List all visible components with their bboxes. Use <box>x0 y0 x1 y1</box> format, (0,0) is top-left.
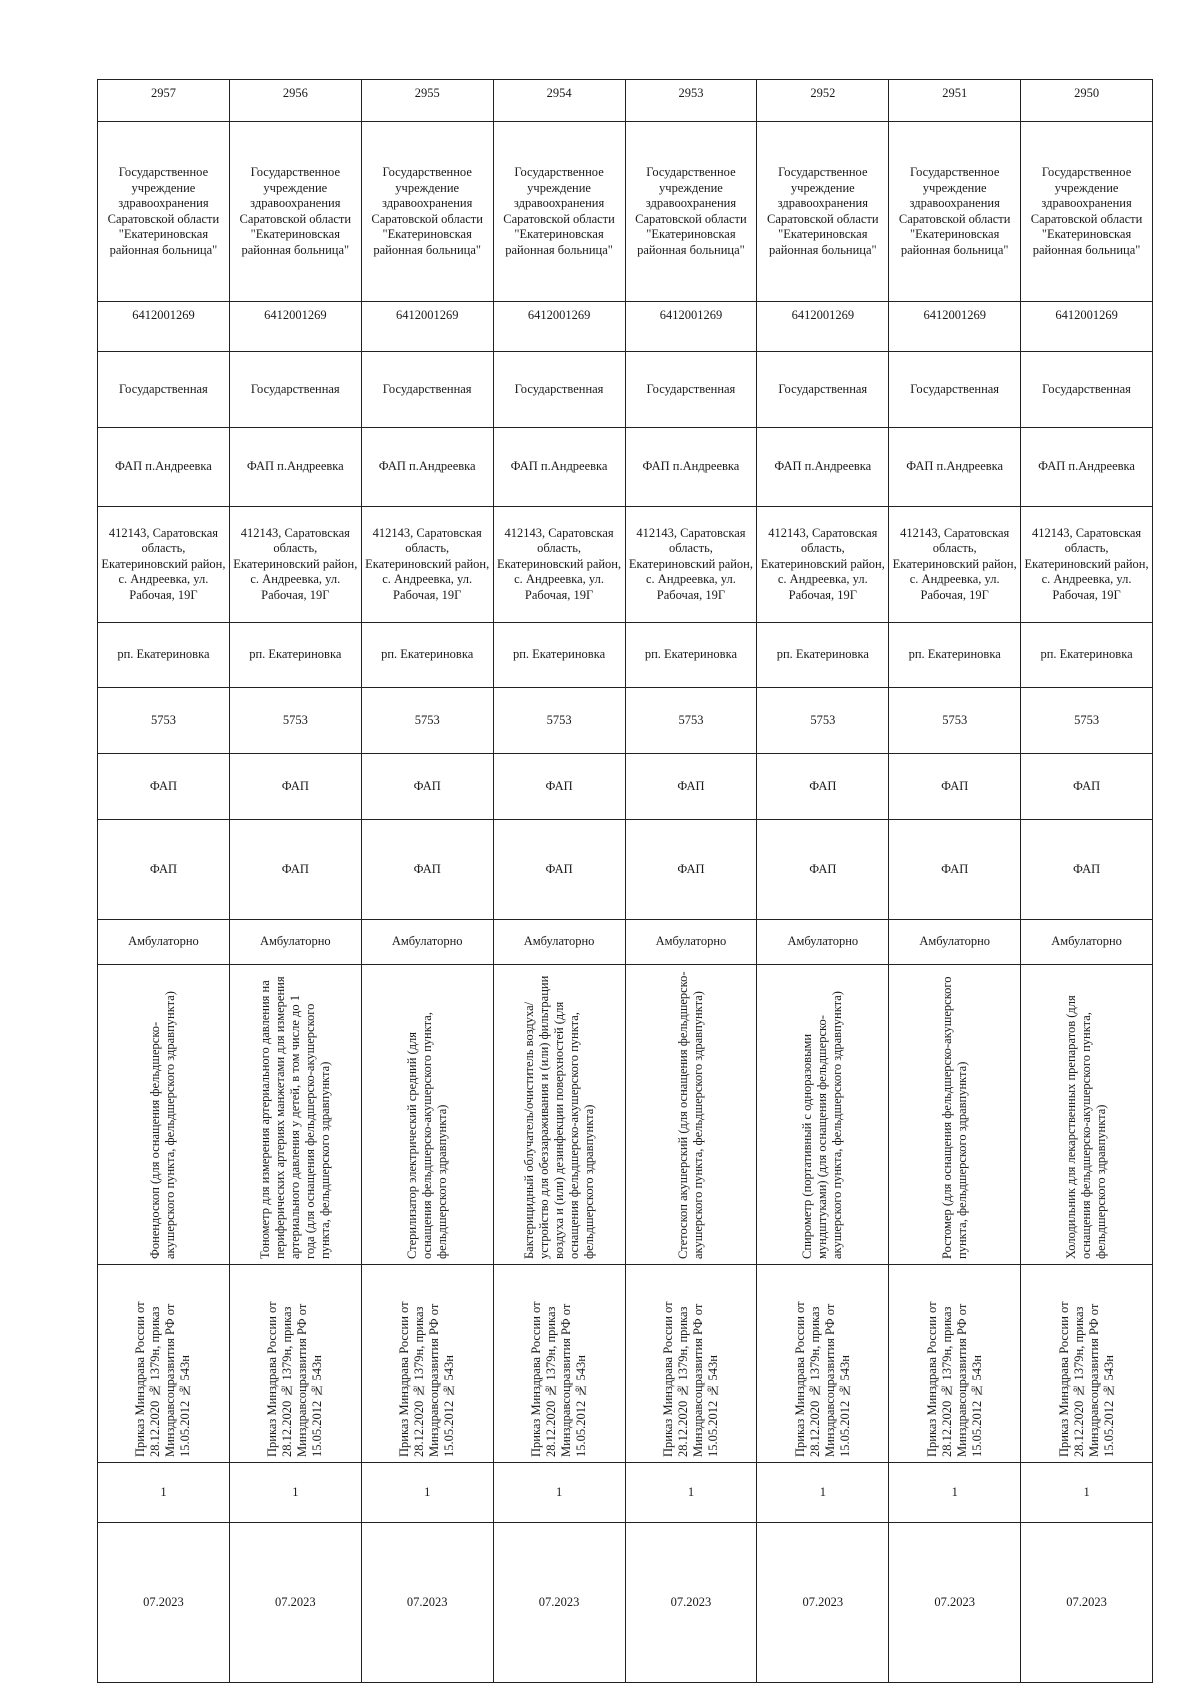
code-cell: 5753 <box>493 688 625 754</box>
locality-row <box>98 623 1153 688</box>
unit-cell: ФАП п.Андреевка <box>493 428 625 507</box>
locality-cell: рп. Екатериновка <box>98 623 230 688</box>
regulation-cell-text: Приказ Минздрава России от 28.12.2020 № 1379н, приказ Минздравсоцразвития РФ от 15.05.2012 № 543н <box>397 1300 457 1457</box>
care-form-cell: Амбулаторно <box>361 920 493 965</box>
date-cell: 07.2023 <box>98 1523 230 1683</box>
record-number-cell: 2952 <box>757 80 889 122</box>
inn-cell: 6412001269 <box>229 302 361 352</box>
date-cell: 07.2023 <box>229 1523 361 1683</box>
facility-subtype-cell: ФАП <box>98 820 230 920</box>
facility-type-cell: ФАП <box>493 754 625 820</box>
regulation-cell-text: Приказ Минздрава России от 28.12.2020 № 1379н, приказ Минздравсоцразвития РФ от 15.05.2012 № 543н <box>529 1300 589 1457</box>
order-row <box>98 1265 1153 1463</box>
equipment-row <box>98 965 1153 1265</box>
equipment-cell-text: Холодильник для лекарственных препаратов (для оснащения фельдшерско-акушерского пункта, фельдшерского здравпункта) <box>1064 994 1109 1259</box>
organization-cell: Государственное учреждение здравоохранения Саратовской области "Екатериновская районная больница" <box>361 122 493 302</box>
facility-subtype-cell: ФАП <box>361 820 493 920</box>
code-cell: 5753 <box>625 688 757 754</box>
locality-cell: рп. Екатериновка <box>889 623 1021 688</box>
care-row <box>98 920 1153 965</box>
unit-cell: ФАП п.Андреевка <box>361 428 493 507</box>
date-cell: 07.2023 <box>493 1523 625 1683</box>
quantity-cell: 1 <box>1021 1463 1153 1523</box>
quantity-cell: 1 <box>493 1463 625 1523</box>
number-row <box>98 80 1153 122</box>
regulation-cell-text: Приказ Минздрава России от 28.12.2020 № 1379н, приказ Минздравсоцразвития РФ от 15.05.2012 № 543н <box>1056 1300 1116 1457</box>
regulation-cell <box>229 1265 361 1463</box>
equipment-cell-text: Ростомер (для оснащения фельдшерско-акушерского пункта, фельдшерского здравпункта) <box>939 976 969 1259</box>
address-cell: 412143, Саратовская область, Екатериновский район, с. Андреевка, ул. Рабочая, 19Г <box>361 507 493 623</box>
locality-cell: рп. Екатериновка <box>493 623 625 688</box>
inn-cell: 6412001269 <box>889 302 1021 352</box>
quantity-row <box>98 1463 1153 1523</box>
date-cell: 07.2023 <box>625 1523 757 1683</box>
type1-row <box>98 754 1153 820</box>
quantity-cell: 1 <box>98 1463 230 1523</box>
care-form-cell: Амбулаторно <box>229 920 361 965</box>
regulation-cell-text: Приказ Минздрава России от 28.12.2020 № 1379н, приказ Минздравсоцразвития РФ от 15.05.2012 № 543н <box>265 1300 325 1457</box>
ownership-cell: Государственная <box>757 352 889 428</box>
record-number-cell: 2955 <box>361 80 493 122</box>
equipment-cell-text: Тонометр для измерения артериального давления на периферических артериях манжетами для измерения артериального давления у детей, в том числе до 1 года (для оснащения фельдшерско-акушерского пункта, фельдшерского здравпункта) <box>257 975 332 1259</box>
unit-cell: ФАП п.Андреевка <box>229 428 361 507</box>
address-cell: 412143, Саратовская область, Екатериновский район, с. Андреевка, ул. Рабочая, 19Г <box>889 507 1021 623</box>
unit-row <box>98 428 1153 507</box>
facility-type-cell: ФАП <box>1021 754 1153 820</box>
equipment-cell <box>361 965 493 1265</box>
record-number-cell: 2956 <box>229 80 361 122</box>
equipment-cell <box>757 965 889 1265</box>
equipment-cell-text: Спирометр (портативный с одноразовыми мундштуками) (для оснащения фельдшерско-акушерского пункта, фельдшерского здравпункта) <box>800 990 845 1259</box>
record-number-cell: 2951 <box>889 80 1021 122</box>
organization-cell: Государственное учреждение здравоохранения Саратовской области "Екатериновская районная больница" <box>889 122 1021 302</box>
equipment-cell-text: Фонендоскоп (для оснащения фельдшерско-акушерского пункта, фельдшерского здравпункта) <box>148 990 178 1259</box>
unit-cell: ФАП п.Андреевка <box>889 428 1021 507</box>
code-cell: 5753 <box>1021 688 1153 754</box>
facility-subtype-cell: ФАП <box>493 820 625 920</box>
care-form-cell: Амбулаторно <box>98 920 230 965</box>
facility-type-cell: ФАП <box>625 754 757 820</box>
organization-cell: Государственное учреждение здравоохранения Саратовской области "Екатериновская районная больница" <box>757 122 889 302</box>
care-form-cell: Амбулаторно <box>1021 920 1153 965</box>
equipment-cell <box>625 965 757 1265</box>
quantity-cell: 1 <box>229 1463 361 1523</box>
address-cell: 412143, Саратовская область, Екатериновский район, с. Андреевка, ул. Рабочая, 19Г <box>493 507 625 623</box>
inn-cell: 6412001269 <box>757 302 889 352</box>
date-cell: 07.2023 <box>1021 1523 1153 1683</box>
regulation-cell <box>757 1265 889 1463</box>
date-cell: 07.2023 <box>361 1523 493 1683</box>
code-row <box>98 688 1153 754</box>
type2-row <box>98 820 1153 920</box>
organization-cell: Государственное учреждение здравоохранения Саратовской области "Екатериновская районная больница" <box>1021 122 1153 302</box>
facility-subtype-cell: ФАП <box>1021 820 1153 920</box>
date-cell: 07.2023 <box>757 1523 889 1683</box>
code-cell: 5753 <box>361 688 493 754</box>
facility-type-cell: ФАП <box>889 754 1021 820</box>
ownership-cell: Государственная <box>229 352 361 428</box>
equipment-cell-text: Стерилизатор электрический средний (для оснащения фельдшерско-акушерского пункта, фельдшерского здравпункта) <box>404 1011 449 1259</box>
code-cell: 5753 <box>757 688 889 754</box>
locality-cell: рп. Екатериновка <box>229 623 361 688</box>
unit-cell: ФАП п.Андреевка <box>98 428 230 507</box>
facility-type-cell: ФАП <box>361 754 493 820</box>
quantity-cell: 1 <box>889 1463 1021 1523</box>
code-cell: 5753 <box>889 688 1021 754</box>
record-number-cell: 2957 <box>98 80 230 122</box>
organization-cell: Государственное учреждение здравоохранения Саратовской области "Екатериновская районная больница" <box>493 122 625 302</box>
inn-cell: 6412001269 <box>493 302 625 352</box>
organization-cell: Государственное учреждение здравоохранения Саратовской области "Екатериновская районная больница" <box>98 122 230 302</box>
ownership-cell: Государственная <box>493 352 625 428</box>
equipment-cell-text: Стетоскоп акушерский (для оснащения фельдшерско-акушерского пункта, фельдшерского здравпункта) <box>675 970 705 1259</box>
care-form-cell: Амбулаторно <box>625 920 757 965</box>
care-form-cell: Амбулаторно <box>889 920 1021 965</box>
code-cell: 5753 <box>229 688 361 754</box>
address-row <box>98 507 1153 623</box>
unit-cell: ФАП п.Андреевка <box>625 428 757 507</box>
ownership-cell: Государственная <box>889 352 1021 428</box>
inn-cell: 6412001269 <box>361 302 493 352</box>
equipment-cell <box>493 965 625 1265</box>
ownership-row <box>98 352 1153 428</box>
facility-subtype-cell: ФАП <box>757 820 889 920</box>
facility-subtype-cell: ФАП <box>229 820 361 920</box>
facility-type-cell: ФАП <box>98 754 230 820</box>
address-cell: 412143, Саратовская область, Екатериновский район, с. Андреевка, ул. Рабочая, 19Г <box>229 507 361 623</box>
ownership-cell: Государственная <box>1021 352 1153 428</box>
address-cell: 412143, Саратовская область, Екатериновский район, с. Андреевка, ул. Рабочая, 19Г <box>625 507 757 623</box>
inn-row <box>98 302 1153 352</box>
inn-cell: 6412001269 <box>98 302 230 352</box>
facility-subtype-cell: ФАП <box>625 820 757 920</box>
date-cell: 07.2023 <box>889 1523 1021 1683</box>
equipment-table <box>97 79 1153 1683</box>
facility-type-cell: ФАП <box>229 754 361 820</box>
address-cell: 412143, Саратовская область, Екатериновский район, с. Андреевка, ул. Рабочая, 19Г <box>757 507 889 623</box>
regulation-cell-text: Приказ Минздрава России от 28.12.2020 № 1379н, приказ Минздравсоцразвития РФ от 15.05.2012 № 543н <box>133 1300 193 1457</box>
inn-cell: 6412001269 <box>625 302 757 352</box>
regulation-cell <box>889 1265 1021 1463</box>
equipment-cell <box>1021 965 1153 1265</box>
quantity-cell: 1 <box>361 1463 493 1523</box>
facility-type-cell: ФАП <box>757 754 889 820</box>
unit-cell: ФАП п.Андреевка <box>757 428 889 507</box>
regulation-cell <box>98 1265 230 1463</box>
care-form-cell: Амбулаторно <box>493 920 625 965</box>
inn-cell: 6412001269 <box>1021 302 1153 352</box>
equipment-cell <box>229 965 361 1265</box>
regulation-cell <box>361 1265 493 1463</box>
code-cell: 5753 <box>98 688 230 754</box>
organization-cell: Государственное учреждение здравоохранения Саратовской области "Екатериновская районная больница" <box>229 122 361 302</box>
facility-subtype-cell: ФАП <box>889 820 1021 920</box>
locality-cell: рп. Екатериновка <box>625 623 757 688</box>
record-number-cell: 2954 <box>493 80 625 122</box>
ownership-cell: Государственная <box>625 352 757 428</box>
regulation-cell-text: Приказ Минздрава России от 28.12.2020 № 1379н, приказ Минздравсоцразвития РФ от 15.05.2012 № 543н <box>924 1300 984 1457</box>
regulation-cell-text: Приказ Минздрава России от 28.12.2020 № 1379н, приказ Минздравсоцразвития РФ от 15.05.2012 № 543н <box>792 1300 852 1457</box>
organization-cell: Государственное учреждение здравоохранения Саратовской области "Екатериновская районная больница" <box>625 122 757 302</box>
equipment-cell <box>98 965 230 1265</box>
quantity-cell: 1 <box>625 1463 757 1523</box>
record-number-cell: 2950 <box>1021 80 1153 122</box>
unit-cell: ФАП п.Андреевка <box>1021 428 1153 507</box>
locality-cell: рп. Екатериновка <box>1021 623 1153 688</box>
regulation-cell <box>625 1265 757 1463</box>
regulation-cell <box>493 1265 625 1463</box>
locality-cell: рп. Екатериновка <box>757 623 889 688</box>
quantity-cell: 1 <box>757 1463 889 1523</box>
ownership-cell: Государственная <box>98 352 230 428</box>
date-row <box>98 1523 1153 1683</box>
regulation-cell-text: Приказ Минздрава России от 28.12.2020 № 1379н, приказ Минздравсоцразвития РФ от 15.05.2012 № 543н <box>660 1300 720 1457</box>
equipment-cell <box>889 965 1021 1265</box>
ownership-cell: Государственная <box>361 352 493 428</box>
record-number-cell: 2953 <box>625 80 757 122</box>
equipment-cell-text: Бактерицидный облучатель/очиститель воздуха/устройство для обеззараживания и (или) фильтрации воздуха и (или) дезинфекции поверхностей (для оснащения фельдшерско-акушерского пункта, фельдшерского здравпункта) <box>521 975 596 1259</box>
address-cell: 412143, Саратовская область, Екатериновский район, с. Андреевка, ул. Рабочая, 19Г <box>1021 507 1153 623</box>
organization-row <box>98 122 1153 302</box>
regulation-cell <box>1021 1265 1153 1463</box>
locality-cell: рп. Екатериновка <box>361 623 493 688</box>
address-cell: 412143, Саратовская область, Екатериновский район, с. Андреевка, ул. Рабочая, 19Г <box>98 507 230 623</box>
care-form-cell: Амбулаторно <box>757 920 889 965</box>
